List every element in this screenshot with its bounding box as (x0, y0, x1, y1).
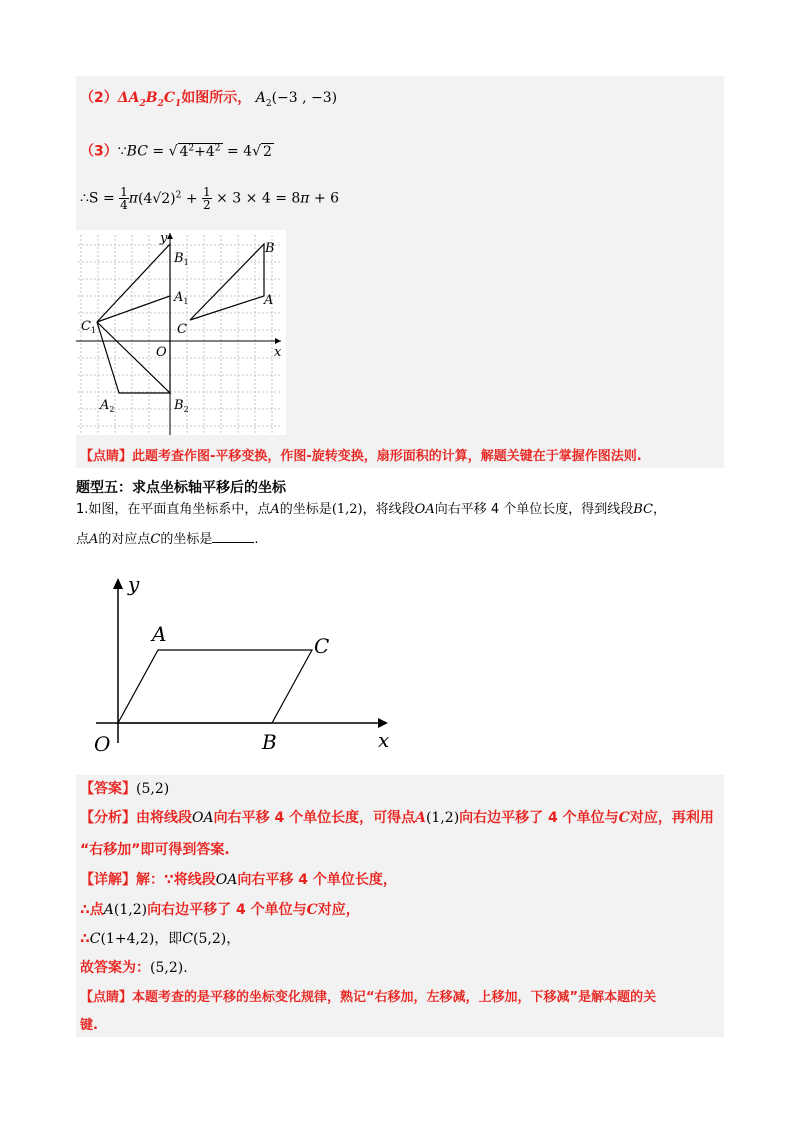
detail-line-2: ∴点A(1,2)向右边平移了 4 个单位与C对应， (80, 902, 360, 918)
fig1-label-C1: $C_1$ (81, 319, 97, 335)
area-formula: ∴S = $\frac{1}{4}$ $\pi(4√2)^2$ + $\frac{1}{2}$ × 3 × 4 = 8π + 6 (80, 185, 340, 213)
detail-line-4: 故答案为：(5,2). (80, 960, 188, 976)
answer-blank (212, 530, 254, 543)
parallelogram-figure (86, 575, 406, 755)
fig1-label-A1: $A_1$ (174, 290, 189, 306)
fig1-label-A2: $A_2$ (100, 398, 115, 414)
fig2-label-B: B (262, 730, 277, 754)
section-title: 题型五：求点坐标轴平移后的坐标 (76, 480, 286, 496)
fig2-x-label: x (378, 728, 390, 752)
answer-dianjing-line-1: 【点睛】本题考查的是平移的坐标变化规律，熟记“右移加，左移减，上移加，下移减”是解本题的关 (80, 990, 657, 1005)
fig2-label-C: C (314, 634, 330, 658)
fig2-y-label: y (128, 575, 140, 596)
question-line-2: 点A的对应点C的坐标是 . (76, 532, 259, 547)
rotation-translation-figure (76, 230, 286, 435)
fig1-y-label: y (160, 231, 168, 246)
analysis-line-1: 【分析】由将线段OA向右平移 4 个单位长度，可得点A(1,2)向右边平移了 4 个单位与C对应，再利用 (80, 810, 714, 826)
question-line-1: 1.如图，在平面直角坐标系中，点A的坐标是(1,2)，将线段OA向右平移 4 个单位长度，得到线段BC， (76, 502, 667, 517)
fig1-label-B2: $B_2$ (174, 398, 189, 414)
fig2-origin-label: O (94, 732, 111, 755)
solution-item-2: $(2)\Delta A_2B_2C_1$如图所示， $A_2(-3$ , −3) (80, 90, 338, 109)
fig2-label-A: A (152, 622, 167, 646)
detail-line-1: 【详解】解：∵将线段OA向右平移 4 个单位长度， (80, 872, 397, 888)
analysis-line-2: “右移加”即可得到答案. (80, 842, 230, 858)
fig1-label-A: A (264, 293, 274, 308)
fig1-label-B1: $B_1$ (174, 251, 189, 267)
detail-line-3: ∴C(1+4,2)，即C(5,2)， (80, 931, 241, 947)
fig1-label-C: C (177, 322, 187, 337)
fig1-origin-label: O (156, 345, 167, 360)
fig1-label-B: B (265, 241, 275, 256)
fig1-x-label: x (274, 345, 282, 360)
answer-line: 【答案】(5,2) (80, 781, 170, 797)
solution-dianjing: 【点睛】此题考查作图-平移变换，作图-旋转变换，扇形面积的计算，解题关键在于掌握作图法则. (80, 449, 642, 464)
solution-item-3: （3）∵BC = √ $4^2+4^2 = 4√$ 2 (80, 143, 272, 160)
answer-dianjing-line-2: 键. (80, 1018, 98, 1033)
